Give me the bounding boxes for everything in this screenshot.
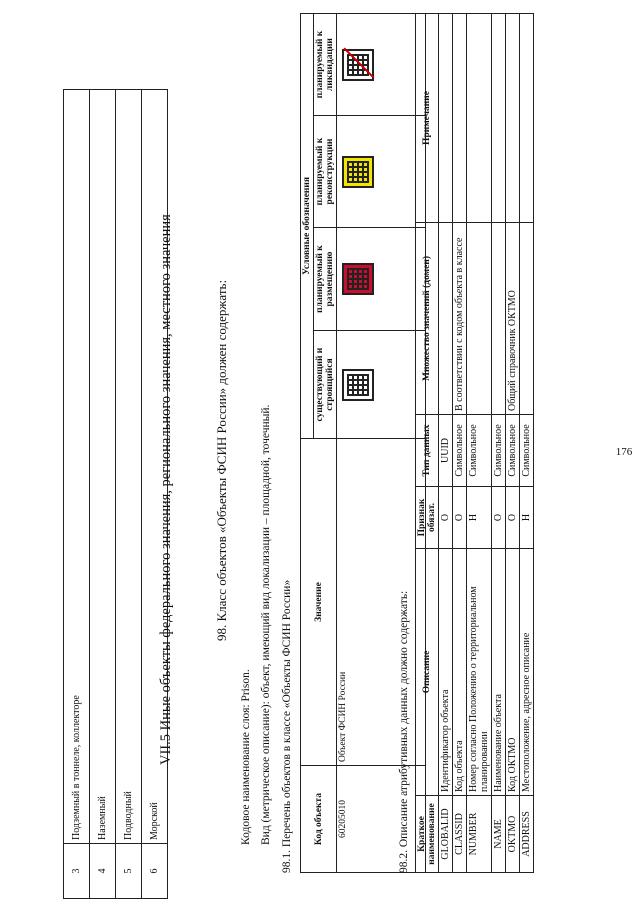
cell: CLASSID [453,796,467,873]
row-number: 3 [64,844,90,899]
row-number: 5 [116,844,142,899]
col-symbols-header: Условные обозначения [301,14,314,439]
col-value-header: Значение [301,439,337,766]
cell: Общий справочник ОКТМО [506,223,520,415]
prison-planned-liquidation-icon [342,49,374,81]
cell: Н [467,487,492,549]
sym-planned-recon-cell [337,116,426,228]
table-row [453,14,467,873]
cell: OKTMO [506,796,520,873]
continued-table [63,89,168,899]
cell: NAME [492,796,506,873]
prison-planned-place-icon [342,263,374,295]
header-description: Описание [416,549,439,796]
header-note: Примечание [416,14,439,223]
cell: Символьное [520,415,534,487]
cell: Символьное [453,415,467,487]
cell [439,14,453,223]
cell: О [492,487,506,549]
row-text: Подводный [116,90,142,844]
cell: О [506,487,520,549]
header-type: Тип данных [416,415,439,487]
sym-planned-place-header: планируемый к размещению [314,228,337,331]
cell: NUMBER [467,796,492,873]
cell: Код объекта [453,549,467,796]
header-required: Признак обязат. [416,487,439,549]
table-row [506,14,520,873]
table-row [467,14,492,873]
header-short-name: Краткое наименование [416,796,439,873]
sym-planned-place-cell [337,228,426,331]
row-number: 6 [142,844,168,899]
cell [453,14,467,223]
cell: UUID [439,415,453,487]
class-heading: 98. Класс объектов «Объекты ФСИН России» должен содержать: [214,279,229,641]
prison-planned-recon-icon [342,156,374,188]
table-row [64,90,90,899]
table-row [90,90,116,899]
row-text: Морской [142,90,168,844]
cell [520,14,534,223]
sym-planned-recon-header: планируемый к реконструкции [314,116,337,228]
table-row [492,14,506,873]
cell [506,14,520,223]
cell: Символьное [506,415,520,487]
page-number: 176 [615,445,633,458]
cell [439,223,453,415]
cell: О [439,487,453,549]
row-text: Подземный в тоннеле, коллекторе [64,90,90,844]
cell: Код ОКТМО [506,549,520,796]
cell [492,223,506,415]
table-row [116,90,142,899]
attributes-table [415,13,534,873]
sym-existing-cell [337,331,426,439]
header-domain: Множество значений (домен) [416,223,439,415]
object-code: 60205010 [337,766,426,873]
cell: О [453,487,467,549]
cell [467,223,492,415]
list-heading: 98.1. Перечень объектов в классе «Объекты ФСИН России» [281,579,293,873]
prison-existing-icon [342,369,374,401]
cell: Н [520,487,534,549]
section-heading: VII.5 Иные объекты федерального значения, регионального значения, местного значения [158,214,174,765]
row-number: 4 [90,844,116,899]
sym-planned-liq-cell [337,14,426,116]
code-name-line: Кодовое наименование слоя: Prison. [240,669,252,845]
cell: В соответствии с кодом объекта в классе [453,223,467,415]
cell: Символьное [467,415,492,487]
row-text: Наземный [90,90,116,844]
attr-heading: 98.2. Описание атрибутивных данных должно содержать: [398,590,410,873]
table-row [337,14,426,873]
table-row [520,14,534,873]
cell: Наименование объекта [492,549,506,796]
object-value: Объект ФСИН России [337,439,426,766]
cell: ADDRESS [520,796,534,873]
cell: GLOBALID [439,796,453,873]
view-line: Вид (метрическое описание): объект, имеющий вид локализации – площадной, точечный. [260,404,272,845]
cell: Идентификатор объекта [439,549,453,796]
col-code-header: Код объекта [301,766,337,873]
cell [520,223,534,415]
cell: Символьное [492,415,506,487]
sym-planned-liq-header: планируемый к ликвидации [314,14,337,116]
table-row [439,14,453,873]
cell: Местоположение, адресное описание [520,549,534,796]
cell: Номер согласно Положению о территориальном планировании [467,549,492,796]
sym-existing-header: существующий и строящийся [314,331,337,439]
cell [492,14,506,223]
cell [467,14,492,223]
